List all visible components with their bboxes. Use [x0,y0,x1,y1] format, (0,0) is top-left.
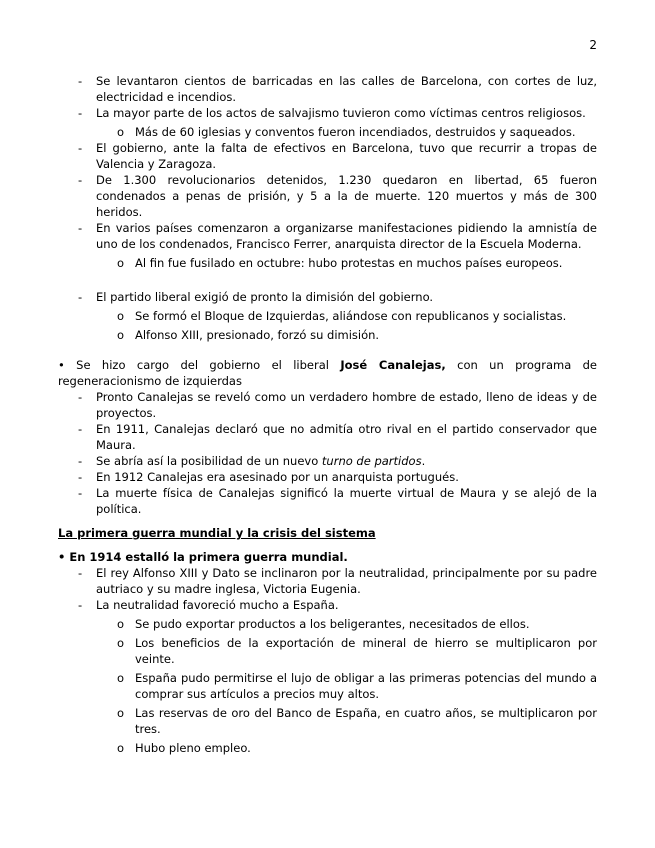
list-item: - La muerte física de Canalejas significó la muerte virtual de Maura y se alejó de la política. [58,485,597,517]
list-item: - El partido liberal exigió de pronto la dimisión del gobierno. [58,289,597,305]
sub-list-item: o Se pudo exportar productos a los beligerantes, necesitados de ellos. [58,616,597,632]
sub-list-item: o Alfonso XIII, presionado, forzó su dimisión. [58,327,597,343]
list-item [58,453,597,469]
turno-period: . [421,454,426,468]
list-item: - La mayor parte de los actos de salvajismo tuvieron como víctimas centros religiosos. [58,105,597,121]
list-item: - El gobierno, ante la falta de efectivos en Barcelona, tuvo que recurrir a tropas de Valencia y Zaragoza. [58,140,597,172]
canalejas-intro-rest: con un programa de regeneracionismo de izquierdas [58,358,598,388]
canalejas-paragraph [58,357,597,389]
sub-list-item: o Los beneficios de la exportación de mineral de hierro se multiplicaron por veinte. [58,635,597,667]
canalejas-intro-text: • Se hizo cargo del gobierno el liberal [58,358,341,372]
page-number: 2 [589,38,597,52]
sub-list-item: o Se formó el Bloque de Izquierdas, aliándose con republicanos y socialistas. [58,308,597,324]
sub-list-item: o Más de 60 iglesias y conventos fueron incendiados, destruidos y saqueados. [58,124,597,140]
turno-italic: turno de partidos [321,454,422,468]
list-item: - En 1912 Canalejas era asesinado por un anarquista portugués. [58,469,597,485]
section-heading: La primera guerra mundial y la crisis del sistema [58,526,376,540]
list-item: - El rey Alfonso XIII y Dato se inclinaron por la neutralidad, principalmente por su padre autriaco y su madre inglesa, Victoria Eugenia. [58,565,597,597]
list-item: - Pronto Canalejas se reveló como un verdadero hombre de estado, lleno de ideas y de proyectos. [58,389,597,421]
list-item: - La neutralidad favoreció mucho a España. [58,597,597,613]
sub-list-item: o Hubo pleno empleo. [58,740,597,756]
document-body [58,73,597,756]
list-item: - En varios países comenzaron a organizarse manifestaciones pidiendo la amnistía de uno de los condenados, Francisco Ferrer, anarquista director de la Escuela Moderna. [58,220,597,252]
list-item: - En 1911, Canalejas declaró que no admitía otro rival en el partido conservador que Maura. [58,421,597,453]
list-item: - De 1.300 revolucionarios detenidos, 1.230 quedaron en libertad, 65 fueron condenados a penas de prisión, y 5 a la de muerte. 120 muertos y más de 300 heridos. [58,172,597,220]
list-item: - Se levantaron cientos de barricadas en las calles de Barcelona, con cortes de luz, electricidad e incendios. [58,73,597,105]
sub-list-item: o Las reservas de oro del Banco de España, en cuatro años, se multiplicaron por tres. [58,705,597,737]
sub-list-item: o España pudo permitirse el lujo de obligar a las primeras potencias del mundo a comprar sus artículos a precios muy altos. [58,670,597,702]
turno-text: Se abría así la posibilidad de un nuevo [96,454,322,468]
sub-list-item: o Al fin fue fusilado en octubre: hubo protestas en muchos países europeos. [58,255,597,271]
canalejas-name: José Canalejas, [340,358,446,372]
section-bullet: • En 1914 estalló la primera guerra mundial. [58,550,348,564]
